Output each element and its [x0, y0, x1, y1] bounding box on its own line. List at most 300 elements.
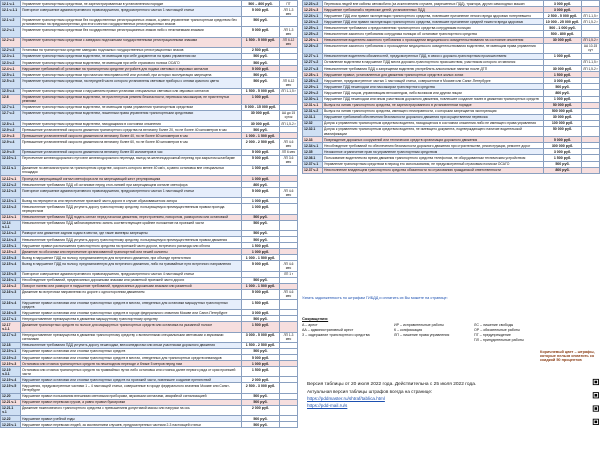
- violation-description: Управление транспортным средством без государственных регистрационных знаков либо с нечитаемыми знаками: [21, 27, 242, 37]
- fine-amount: 50 000 руб.: [544, 126, 582, 136]
- article-cell: 12.5 ч.1: [1, 72, 21, 78]
- violation-description: Управление транспортным средством водителем, лишенным права управления транспортными средствами: [21, 110, 242, 120]
- fine-amount: 3 000 - 5 000 руб.: [242, 332, 280, 342]
- fine-amount: 1 500 руб.: [242, 322, 280, 332]
- article-cell: 12.19 ч.3: [1, 361, 21, 367]
- fine-amount: 1 000 руб.: [242, 249, 280, 255]
- additional-penalty: [280, 17, 298, 27]
- fine-amount: 800 руб.: [544, 167, 582, 173]
- fine-amount: 30 000 руб.: [544, 66, 582, 72]
- fine-amount: 1 000 руб.: [544, 53, 582, 59]
- fine-amount: 500 000 руб.: [544, 108, 582, 114]
- additional-penalty: [280, 220, 298, 230]
- fine-amount: 500 руб.: [242, 230, 280, 236]
- article-cell: 12.5 ч.3: [1, 78, 21, 88]
- violation-description: Нарушение требований к перевозке детей, установленных ПДД: [323, 7, 544, 13]
- violation-description: Невыполнение водителем обязанностей, предусмотренных ПДД, в связи с дорожно-транспортным происшествием: [323, 53, 544, 59]
- article-cell: 12.15 ч.1: [1, 243, 21, 249]
- article-cell: 12.27 ч.3: [303, 66, 323, 72]
- fine-amount: 1 500 руб.: [544, 72, 582, 78]
- article-cell: 12.2 ч.3: [1, 47, 21, 53]
- legend-item: A – арест: [302, 323, 318, 327]
- fine-amount: 2 000 - 2 500 руб.: [242, 139, 280, 149]
- violation-description: Неисполнение владельцем транспортного средства обязанности по страхованию гражданской ответственности: [323, 167, 544, 173]
- violation-description: Повторное совершение административного правонарушения, предусмотренного частью 1 настоящей статьи: [21, 7, 242, 17]
- fine-amount: 1 500 - 5 000 руб.: [242, 37, 280, 47]
- additional-penalty: ЛП 3-6 мес: [280, 155, 298, 165]
- fine-amount: 1 500 руб.: [242, 300, 280, 310]
- fine-amount: 10 000 - 25 000 руб.: [544, 19, 582, 25]
- article-cell: 12.16 ч.5: [1, 310, 21, 316]
- actual-version-line: Актуальная версия таблицы штрафов всегда на странице:: [307, 389, 433, 394]
- violation-description: Несоблюдение требований, предписанных дорожными знаками или разметкой проезжей части дороги: [21, 277, 242, 283]
- article-cell: 12.33: [303, 137, 323, 143]
- article-cell: 12.1 ч.1.1: [1, 7, 21, 17]
- version-line: Версия таблицы от 20 июля 2022 года. Действительна с 25 июля 2022 года.: [307, 382, 477, 387]
- article-cell: 12.7 ч.1: [1, 104, 21, 110]
- fine-amount: 500 руб.: [242, 214, 280, 220]
- left-column: [0, 0, 298, 428]
- legend-item: ПТ – предупреждение: [474, 333, 511, 337]
- fine-amount: 500 руб.: [242, 78, 280, 88]
- fine-amount: 500 руб.: [242, 393, 280, 399]
- violation-description: Превышение установленной скорости движения на величину более 80 километров в час: [21, 149, 242, 155]
- article-cell: 12.34 ч.1: [303, 143, 323, 149]
- additional-penalty: [280, 300, 298, 310]
- fine-amount: 500 – 800 руб.: [242, 1, 280, 7]
- additional-penalty: [280, 367, 298, 377]
- fine-amount: 300 000 руб.: [544, 143, 582, 149]
- article-cell: 12.37 ч.2: [303, 167, 323, 173]
- violation-description: Выпуск на линию транспортного средства, имеющего неисправности, с которыми запрещается эксплуатация: [323, 108, 544, 114]
- violation-description: Невыполнение требования ПДД уступить дорогу транспортному средству, пользующемуся преимущественным правом проезда перекрестков: [21, 204, 242, 214]
- violation-description: Нарушение правил пользования внешними световыми приборами, звуковыми сигналами, аварийной сигнализацией: [21, 393, 242, 399]
- additional-penalty: ЛП 1,5-2 г: [583, 66, 598, 71]
- article-cell: 12.13 ч.2: [1, 204, 21, 214]
- article-cell: 12.15 ч.3: [1, 255, 21, 261]
- article-cell: 12.12 ч.2: [1, 182, 21, 188]
- fine-amount: 500 руб.: [242, 72, 280, 78]
- violation-description: Управление транспортным средством с нарушением правил установки специальных световых или звуковых сигналов: [21, 88, 242, 94]
- fine-row: [1, 261, 298, 271]
- fines-table-right: [302, 0, 600, 174]
- article-cell: 12.16 ч.4: [1, 300, 21, 310]
- article-cell: 12.23 ч.1: [1, 422, 21, 428]
- violation-description: Управление транспортным средством водителем, не пристегнутым ремнем безопасности, перевозка пассажиров, не пристегнутых ремнями: [21, 94, 242, 104]
- fine-amount: 1 500 руб.: [242, 367, 280, 377]
- article-cell: 12.19 ч.3.1: [1, 367, 21, 377]
- fine-amount: 30 000 руб.: [242, 110, 280, 120]
- additional-penalty: ЛП 4-6 мес: [280, 261, 298, 271]
- additional-penalty: ЛП 1-1,5 г: [583, 13, 598, 18]
- fine-amount: 500 руб.: [242, 60, 280, 66]
- legend-item: ЛП – лишение права управления: [394, 333, 450, 337]
- fine-amount: 1 000 руб.: [242, 165, 280, 175]
- article-cell: 12.27 ч.1: [303, 53, 323, 59]
- fine-row: [1, 289, 298, 299]
- violation-description: Непредоставление преимущества в движении маршрутному транспортному средству: [21, 316, 242, 322]
- article-cell: 12.26 ч.2: [303, 43, 323, 53]
- article-cell: 12.2 ч.1: [1, 27, 21, 37]
- legend-item: АА – административный арест: [302, 328, 354, 332]
- fine-amount: 500 руб.: [544, 84, 582, 90]
- fine-amount: 1 500 руб.: [544, 155, 582, 161]
- fine-amount: 500 - 1 000 руб.: [544, 25, 582, 31]
- article-cell: 12.24 ч.2: [303, 19, 323, 25]
- fine-amount: 800 руб.: [242, 182, 280, 188]
- violation-description: Невыполнение требования о предоставлении транспортного средства сотрудникам полиции: [323, 25, 544, 31]
- additional-penalty: ЛП 6 мес: [280, 149, 298, 155]
- article-cell: 12.23 ч.3: [303, 7, 323, 13]
- fine-amount: 500 руб.: [242, 316, 280, 322]
- violation-description: Движение во встречном направлении по дороге с односторонним движением: [21, 289, 242, 299]
- article-cell: 12.23 ч.2: [303, 1, 323, 7]
- additional-penalty: ЛП 1-1,5 г: [281, 89, 296, 93]
- fine-amount: 1 000 - 1 500 руб.: [242, 255, 280, 261]
- fine-amount: 5 000 руб.: [242, 188, 280, 198]
- article-cell: 12.16 ч.2: [1, 283, 21, 289]
- article-cell: 12.2 ч.2: [1, 37, 21, 47]
- violation-description: Управление транспортным средством без государственных регистрационных знаков, а равно управление транспортным средством без установленных на предусмотренных для этого местах государственных регистрационных знаков: [21, 17, 242, 27]
- qr-code-icon: [575, 378, 599, 448]
- article-cell: 12.19 ч.2: [1, 355, 21, 361]
- article-cell: 12.5 ч.4: [1, 88, 21, 94]
- fine-row: [1, 155, 298, 165]
- article-cell: 12.3 ч.2: [1, 60, 21, 66]
- fine-row: [1, 94, 298, 104]
- fine-row: [303, 43, 600, 53]
- fine-amount: 5 000 руб.: [242, 27, 280, 37]
- fines-table-left-body: [1, 1, 298, 428]
- article-cell: 12.24 ч.1: [303, 13, 323, 19]
- fine-amount: 500 руб.: [242, 348, 280, 354]
- fine-amount: 500 руб.: [242, 277, 280, 283]
- fine-amount: 500 руб.: [242, 220, 280, 230]
- additional-penalty: ЛП 4-6 мес: [280, 139, 298, 149]
- violation-description: Выпуск на линию транспортного средства, не зарегистрированного в установленном порядке: [323, 102, 544, 108]
- additional-penalty: ПТ: [280, 1, 298, 7]
- fine-amount: 500 руб.: [242, 17, 280, 27]
- article-cell: 12.19 ч.4: [1, 377, 21, 383]
- violation-description: Превышение установленной скорости движения на величину более 60, но не более 80 километров в час: [21, 139, 242, 149]
- violation-description: Управление транспортным средством водителем, находящимся в состоянии опьянения: [21, 121, 242, 127]
- article-cell: 12.16 ч.3: [1, 289, 21, 299]
- article-cell: 12.15 ч.4: [1, 261, 21, 271]
- article-cell: 12.25 ч.1: [303, 25, 323, 31]
- article-cell: 12.17 ч.1.1: [1, 322, 21, 332]
- additional-penalty: [280, 94, 298, 104]
- violation-description: Разворот или движение задним ходом в местах, где такие маневры запрещены: [21, 230, 242, 236]
- violation-description: Невыполнение законного требования сотрудника полиции об остановке транспортного средства: [323, 31, 544, 37]
- additional-penalty: [582, 126, 600, 136]
- legend-item: ИР – исправительные работы: [394, 323, 444, 327]
- qr-code-graphic: [575, 378, 600, 440]
- violation-description: Нарушение правил остановки или стоянки транспортных средств: [21, 348, 242, 354]
- article-cell: 12.9 ч.2: [1, 127, 21, 133]
- fine-row: [1, 17, 298, 27]
- legend-item: ПЛ – принудительные работы: [474, 338, 524, 342]
- violation-description: Нарушение правил остановки или стоянки транспортных средств на проезжей части, повлекшее создание препятствий: [21, 377, 242, 383]
- legend-item: К – конфискация: [394, 328, 423, 332]
- article-cell: 12.9 ч.3: [1, 133, 21, 139]
- violation-description: Управление транспортным средством в период его использования, не предусмотренный страховым полисом ОСАГО: [323, 161, 544, 167]
- violation-description: Управление транспортным средством при наличии неисправностей или условий, при которых эксплуатация запрещена: [21, 72, 242, 78]
- additional-penalty: ЛП 1,5-2 г: [281, 121, 296, 126]
- violation-description: Нарушение правил расположения транспортного средства на проезжей части дороги, встречного разъезда или обгона: [21, 243, 242, 249]
- fine-row: [1, 422, 298, 428]
- violation-description: Превышение установленной скорости движения транспортного средства на величину более 20, но не более 40 километров в час: [21, 127, 242, 133]
- fine-row: [1, 37, 298, 47]
- violation-description: Оставление водителем в нарушение ПДД места дорожно-транспортного происшествия, участником которого он являлся: [323, 59, 544, 65]
- fine-row: [1, 220, 298, 230]
- violation-description: Нарушение правил перевозки грузов, а равно правил буксировки: [21, 399, 242, 405]
- violation-description: Невыполнение требования ПДД уступить дорогу пешеходам, велосипедистам или иным участникам дорожного движения: [21, 342, 242, 348]
- violation-description: Остановка или стоянка транспортных средств на пешеходном переходе и ближе 5 метров перед ним: [21, 361, 242, 367]
- violation-description: Выезд в нарушение ПДД на полосу, предназначенную для встречного движения, при объезде препятствия: [21, 255, 242, 261]
- article-cell: 12.32.1: [303, 126, 323, 136]
- fine-amount: 500 руб.: [242, 422, 280, 428]
- fine-amount: 500 руб.: [242, 237, 280, 243]
- fine-amount: [544, 43, 582, 53]
- fine-amount: 1 000 - 1 500 руб.: [242, 133, 280, 139]
- article-cell: 12.9 ч.5: [1, 149, 21, 155]
- fine-amount: 2 000 руб.: [242, 377, 280, 383]
- fine-row: [303, 167, 600, 173]
- violation-description: Управление транспортным средством с заведомо подложными государственными регистрационными знаками: [21, 37, 242, 47]
- violation-description: Превышение установленной скорости движения на величину более 40, но не более 60 километров в час: [21, 133, 242, 139]
- article-cell: 12.19 ч.5: [1, 383, 21, 393]
- article-cell: 12.22: [1, 416, 21, 422]
- fine-amount: 5 000 руб.: [242, 66, 280, 72]
- fine-amount: 30 000 руб.: [242, 121, 280, 127]
- legend-item: ЛС – лишение свободы: [474, 323, 514, 327]
- violation-description: Движение транспортных средств по полосе для маршрутных транспортных средств или остановка на указанной полосе: [21, 322, 242, 332]
- article-cell: 12.26 ч.1: [303, 37, 323, 43]
- fine-amount: 2 000 руб.: [242, 405, 280, 415]
- fine-amount: 1 000 руб.: [242, 204, 280, 214]
- fines-table-right-body: [303, 1, 600, 174]
- additional-penalty: ЛП 4-6 мес: [280, 289, 298, 299]
- right-column: [302, 0, 600, 174]
- fine-row: [1, 78, 298, 88]
- fine-amount: 5 000 руб.: [544, 137, 582, 143]
- fine-amount: 1 000 - 1 500 руб.: [242, 283, 280, 289]
- fine-row: [1, 7, 298, 17]
- article-cell: 12.27 ч.2: [303, 59, 323, 65]
- fine-amount: 100 000 руб.: [544, 120, 582, 126]
- article-cell: 12.29 ч.1: [303, 84, 323, 90]
- violation-description: Управление транспортным средством водителем, не имеющим при себе страхового полиса ОСАГО: [21, 60, 242, 66]
- fine-row: [1, 367, 298, 377]
- legend-title: Сокращения:: [302, 316, 329, 321]
- fine-amount: 3 000 руб.: [242, 310, 280, 316]
- fine-amount: 2 500 руб.: [242, 47, 280, 53]
- violation-description: Допуск к управлению транспортным средством водителя, находящегося в состоянии опьянения либо не имеющего права управления: [323, 120, 544, 126]
- violation-description: Нарушение правил учебной езды: [21, 416, 242, 422]
- fine-amount: 2 500 - 3 000 руб.: [242, 383, 280, 393]
- fine-row: [1, 332, 298, 342]
- fine-amount: 500 руб.: [242, 53, 280, 59]
- table-link[interactable]: https://pddmaster.ru/shtraf/tablica.html: [307, 396, 385, 401]
- violation-description: Остановка или стоянка транспортных средств на трамвайных путях либо остановка или стоянка далее первого ряда от края проезжей части: [21, 367, 242, 377]
- fine-row: [1, 300, 298, 310]
- violation-description: Выезд в нарушение ПДД на полосу, предназначенную для встречного движения, либо на трамвайные пути встречного направления: [21, 261, 242, 271]
- additional-penalty: ЛП 1-3 мес: [280, 7, 298, 17]
- violation-description: Управление транспортным средством водителем, не имеющим при себе документов на право управления им: [21, 53, 242, 59]
- violation-description: Нарушение ПДД пешеходом или иным участником дорожного движения, повлекшее создание помех в движении транспортных средств: [323, 96, 544, 102]
- violation-description: Допуск к управлению транспортным средством водителя, не имеющего документа, подтверждающего наличие водительской квалификации: [323, 126, 544, 136]
- violation-description: Управление транспортным средством, не зарегистрированным в установленном порядке: [21, 1, 242, 7]
- fine-amount: 5 000 руб.: [242, 155, 280, 165]
- article-cell: 12.14 ч.2: [1, 230, 21, 236]
- brown-color-note: Коричневый цвет – штрафы, которые нельзя оплатить со скидкой 50 процентов: [540, 350, 595, 362]
- article-cell: 12.3 ч.1: [1, 53, 21, 59]
- additional-penalty: [280, 322, 298, 332]
- article-cell: 12.4 ч.1: [1, 66, 21, 72]
- article-cell: 12.25 ч.2: [303, 31, 323, 37]
- article-cell: 12.9 ч.4: [1, 139, 21, 149]
- violation-description: Нарушение правил остановки или стоянки транспортных средств в городе федерального значения Москве или Санкт-Петербурге: [21, 310, 242, 316]
- violation-description: Невыполнение требования ПДД подать сигнал перед началом движения, перестроением, поворотом, разворотом или остановкой: [21, 214, 242, 220]
- fine-amount: 5 000 - 15 000 руб.: [242, 104, 280, 110]
- fine-amount: 30 000 руб.: [544, 114, 582, 120]
- fine-row: [1, 383, 298, 393]
- fine-amount: 5 000 руб.: [242, 355, 280, 361]
- fine-amount: 1 000 руб.: [544, 96, 582, 102]
- fine-amount: 3 000 руб.: [544, 7, 582, 13]
- violation-description: Движение тяжеловесного транспортного средства с превышением допустимой массы или нагрузки на ось: [21, 405, 242, 415]
- article-cell: 12.20: [1, 393, 21, 399]
- article-cell: 12.21.1 ч.1: [1, 405, 21, 415]
- fine-amount: 5 000 руб.: [242, 289, 280, 299]
- fine-row: [1, 188, 298, 198]
- fine-amount: 30 000 руб.: [544, 37, 582, 43]
- violation-description: Нарушение правил остановки или стоянки транспортных средств в местах, отведенных для транспортных средств инвалидов: [21, 355, 242, 361]
- violation-description: Нарушение, предусмотренное частью 1 настоящей статьи, совершенное в Москве или Санкт-Петербурге: [323, 78, 544, 84]
- fine-amount: 1 000 руб.: [242, 198, 280, 204]
- fines-table-left: [0, 0, 298, 428]
- article-cell: 12.14 ч.1.1: [1, 220, 21, 230]
- article-cell: 12.1 ч.1: [1, 1, 21, 7]
- fine-row: [1, 405, 298, 415]
- article-cell: 12.30 ч.1: [303, 96, 323, 102]
- violation-description: Нарушение требований обеспечения безопасности дорожного движения при осуществлении перевозок: [323, 114, 544, 120]
- fine-amount: 1 500 - 5 000 руб.: [242, 88, 280, 94]
- article-cell: 12.12 ч.3: [1, 188, 21, 198]
- legend-item: З – задержание транспортного средства: [302, 333, 370, 337]
- article-cell: 12.21 ч.1: [1, 399, 21, 405]
- additional-penalty: АА 10-15 сут: [582, 43, 600, 53]
- violation-description: Проезд на запрещающий сигнал светофора или на запрещающий жест регулировщика: [21, 176, 242, 182]
- short-link[interactable]: https://pdd-mail.ru/s: [307, 403, 348, 408]
- fine-amount: 500 - 800 руб.: [544, 31, 582, 37]
- fine-row: [1, 27, 298, 37]
- violation-description: Перевозка людей вне кабины автомобиля (за исключением случаев, разрешенных ПДД), трактора, других самоходных машин: [323, 1, 544, 7]
- additional-penalty: ЛП 1-3 мес: [280, 27, 298, 37]
- fine-row: [1, 322, 298, 332]
- violation-description: Нарушение ПДД или правил эксплуатации транспортного средства, повлекшее причинение легкого вреда здоровью потерпевшего: [323, 13, 544, 19]
- violation-description: Нарушения, предусмотренные частями 1 – 4 настоящей статьи, совершенные в городе федерального значения Москве или Санкт-Петербурге: [21, 383, 242, 393]
- fine-amount: 1 000 руб.: [242, 176, 280, 182]
- fine-row: [1, 204, 298, 214]
- article-cell: 12.17 ч.2: [1, 332, 21, 342]
- fine-amount: 5 000 руб.: [242, 7, 280, 17]
- violation-description: Движение по обочинам или пересечение организованной транспортной или пешей колонны: [21, 249, 242, 255]
- violation-description: Нарушение ПДД пешеходом или пассажиром транспортного средства: [323, 84, 544, 90]
- additional-penalty: ЛП 6-12 мес: [280, 37, 298, 47]
- article-cell: 12.19 ч.1: [1, 348, 21, 354]
- fine-amount: 3 000 руб.: [544, 78, 582, 84]
- fine-amount: 5 000 руб.: [242, 261, 280, 271]
- article-cell: 12.7 ч.2: [1, 110, 21, 120]
- fine-amount: 1 000 руб.: [242, 94, 280, 104]
- article-cell: 12.11 ч.1: [1, 165, 21, 175]
- article-cell: 12.37 ч.1: [303, 161, 323, 167]
- violation-description: Повторное совершение административного правонарушения, предусмотренного частью 1 настоящей статьи: [21, 188, 242, 198]
- article-cell: 12.31 ч.2: [303, 108, 323, 114]
- additional-penalty: [582, 167, 600, 173]
- article-cell: 12.16 ч.1: [1, 277, 21, 283]
- article-cell: 12.18: [1, 342, 21, 348]
- violation-description: Нарушение правил, установленных для движения транспортных средств в жилых зонах: [323, 72, 544, 78]
- additional-penalty: [280, 422, 298, 428]
- article-cell: 12.14 ч.1: [1, 214, 21, 220]
- violation-description: Невыполнение законного требования о прохождении медицинского освидетельствования водителем, не имеющим права управления: [323, 43, 544, 53]
- article-cell: 12.12 ч.1: [1, 176, 21, 182]
- fine-amount: 500 руб.: [544, 161, 582, 167]
- abbreviations-legend: [302, 316, 600, 376]
- additional-penalty: [280, 405, 298, 415]
- violation-description: Нарушение правил остановки или стоянки транспортных средств в местах, отведенных для остановки маршрутных транспортных средств: [21, 300, 242, 310]
- violation-description: Нарушение ПДД или правил эксплуатации транспортного средства, повлекшее причинение средней тяжести вреда здоровью: [323, 19, 544, 25]
- violation-description: Невыполнение требования ПДД заблаговременно занять соответствующее крайнее положение на проезжей части: [21, 220, 242, 230]
- violation-description: Пересечение железнодорожного пути вне железнодорожного переезда, выезд на железнодорожный переезд при закрытом шлагбауме: [21, 155, 242, 165]
- fine-row: [1, 139, 298, 149]
- article-cell: 12.13 ч.1: [1, 198, 21, 204]
- additional-penalty: ЛП 6-12 мес: [280, 78, 298, 88]
- violation-description: Повреждение дорожных сооружений или технических средств организации дорожного движения: [323, 137, 544, 143]
- article-cell: 12.17 ч.1: [1, 316, 21, 322]
- violation-description: Движение по автомагистрали на транспортном средстве, скорость которого менее 40 км/ч, а равно остановка вне специальных площадок: [21, 165, 242, 175]
- fine-row: [1, 165, 298, 175]
- article-cell: 12.15 ч.5: [1, 271, 21, 277]
- violation-description: Управление транспортным средством водителем, не имеющим права управления транспортным средством: [21, 104, 242, 110]
- violation-description: Нарушение требований об установке на транспортном средстве устройств для подачи световых и звуковых сигналов: [21, 66, 242, 72]
- additional-penalty: [280, 165, 298, 175]
- violation-description: Нарушение ПДД лицом, управляющим велосипедом, либо возчиком или другим лицом: [323, 90, 544, 96]
- additional-penalty: [280, 204, 298, 214]
- article-cell: 12.35: [303, 149, 323, 155]
- fine-amount: 1 500 руб.: [242, 243, 280, 249]
- article-cell: 12.28 ч.1: [303, 72, 323, 78]
- violation-description: Управление транспортным средством, на передней части которого установлены световые приборы с огнями красного цвета: [21, 78, 242, 88]
- fine-amount: 1 500 - 2 500 руб.: [242, 342, 280, 348]
- fine-amount: 500 руб.: [242, 399, 280, 405]
- violation-description: Нарушение правил перевозки людей, за исключением случаев, предусмотренных частями 2-3 настоящей статьи: [21, 422, 242, 428]
- fine-amount: 3 000 руб.: [544, 1, 582, 7]
- violation-description: Невыполнение требования ПДД об остановке перед стоп-линией при запрещающем сигнале светофора: [21, 182, 242, 188]
- additional-penalty: АА до 15 суток: [280, 110, 298, 120]
- legend-item: ОР – обязательные работы: [474, 328, 520, 332]
- violation-description: Невыполнение требования ПДД уступить дорогу транспортному средству, пользующемуся преимущественным правом движения: [21, 237, 242, 243]
- debt-check-note: Узнать задолженность по штрафам ГИБДД и оплатить их Вы можете на странице:: [302, 296, 448, 300]
- fine-row: [303, 126, 600, 136]
- article-cell: 12.36.1: [303, 155, 323, 161]
- additional-penalty: [280, 383, 298, 393]
- additional-penalty: ЛП 1 г: [280, 271, 298, 277]
- violation-description: Поворот налево или разворот в нарушение требований, предписанных дорожными знаками или разметкой: [21, 283, 242, 289]
- fine-amount: 2 500 - 5 000 руб.: [544, 13, 582, 19]
